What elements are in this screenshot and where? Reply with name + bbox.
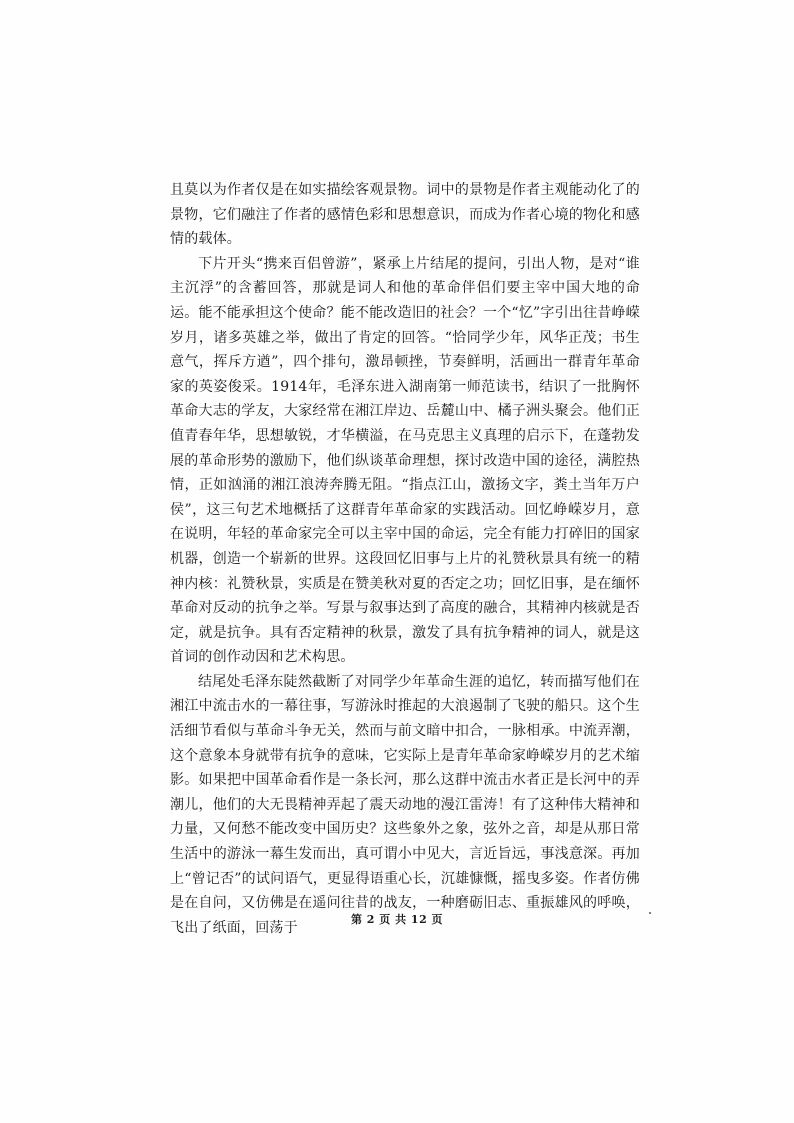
paragraph-3: 结尾处毛泽东陡然截断了对同学少年革命生涯的追忆，转而描写他们在湘江中流击水的一幕往事，写游泳时推起的大浪遏制了飞驶的船只。这个生活细节看似与革命斗争无关，然而与前文暗中扣合，一脉相承。中流弄潮，这个意象本身就带有抗争的意味，它实际上是青年革命家峥嵘岁月的艺术缩影。如果把中国革命看作是一条长河，那么这群中流击水者正是长河中的弄潮儿，他们的大无畏精神弄起了震天动地的漫江雷涛！有了这种伟大精神和力量，又何愁不能改变中国历史？这些象外之象，弦外之音，却是从那日常生活中的游泳一幕生发而出，真可谓小中见大，言近旨远，事浅意深。再加上“曾记否”的试问语气，更显得语重心长，沉雄慷慨，摇曳多姿。作者仿佛是在自问，又仿佛是在遥问往昔的战友，一种磨砺旧志、重振雄风的呼唤，飞出了纸面，回荡于 [170,673,640,936]
paragraph-1: 且莫以为作者仅是在如实描绘客观景物。词中的景物是作者主观能动化了的景物，它们融注了作者的感情色彩和思想意识，而成为作者心境的物化和感情的载体。 [170,182,640,248]
scan-speck [649,912,651,914]
page-footer: 第 2 页 共 12 页 [350,913,444,926]
body-text [170,178,640,940]
paragraph-2: 下片开头“携来百侣曾游”，紧承上片结尾的提问，引出人物，是对“谁主沉浮”的含蓄回答，那就是词人和他的革命伴侣们要主宰中国大地的命运。能不能承担这个使命？能不能改造旧的社会？一个“忆”字引出往昔峥嵘岁月，诸多英雄之举，做出了肯定的回答。“恰同学少年，风华正茂；书生意气，挥斥方遒”，四个排句，激昂顿挫，节奏鲜明，活画出一群青年革命家的英姿俊采。1914年，毛泽东进入湖南第一师范读书，结识了一批胸怀革命大志的学友，大家经常在湘江岸边、岳麓山中、橘子洲头聚会。他们正值青春年华，思想敏锐，才华横溢，在马克思主义真理的启示下，在蓬勃发展的革命形势的激励下，他们纵谈革命理想，探讨改造中国的途径，满腔热情，正如汹涌的湘江浪涛奔腾无阻。“指点江山，激扬文字，粪土当年万户侯”，这三句艺术地概括了这群青年革命家的实践活动。回忆峥嵘岁月，意在说明，年轻的革命家完全可以主宰中国的命运，完全有能力打碎旧的国家机器，创造一个崭新的世界。这段回忆旧事与上片的礼赞秋景具有统一的精神内核：礼赞秋景，实质是在赞美秋对夏的否定之功；回忆旧事，是在缅怀革命对反动的抗争之举。写景与叙事达到了高度的融合，其精神内核就是否定，就是抗争。具有否定精神的秋景，激发了具有抗争精神的词人，就是这首词的创作动因和艺术构思。 [170,255,640,666]
